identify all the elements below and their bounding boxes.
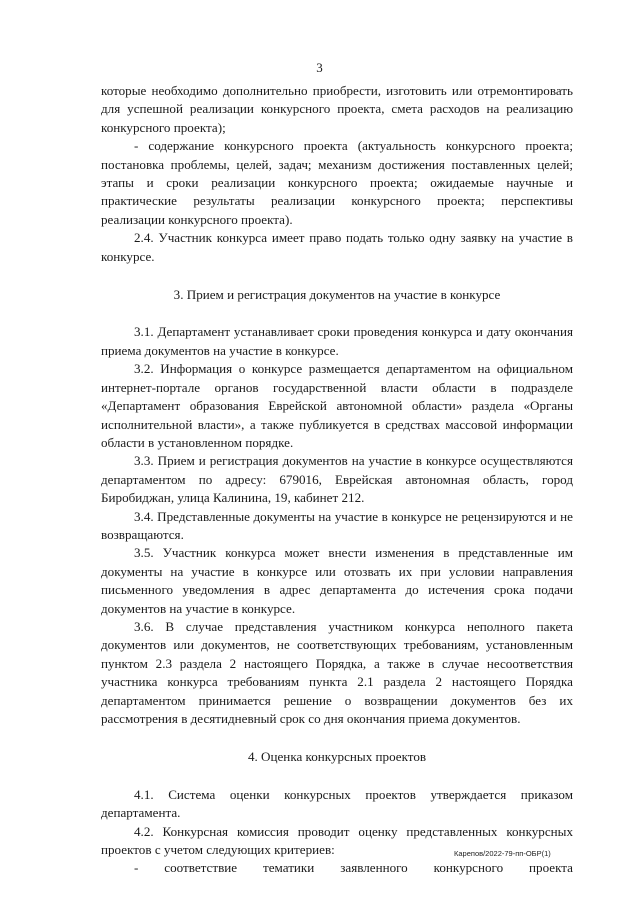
document-footer-code: Карепов/2022-79-пп-ОБР(1)	[454, 849, 551, 858]
paragraph-2-4: 2.4. Участник конкурса имеет право подать только одну заявку на участие в конкурсе.	[101, 230, 573, 264]
paragraph-project-content: - содержание конкурсного проекта (актуальность конкурсного проекта; постановка проблемы, целей, задач; механизм достижения поставленных целей; этапы и сроки реализации конкурсного проекта; ожидаемые научные и практические результаты реализации конкурсного проекта; перспективы реализации конкурсного проекта).	[101, 138, 573, 227]
paragraph-3-4: 3.4. Представленные документы на участие в конкурсе не рецензируются и не возвращаются.	[101, 508, 573, 542]
page-body	[101, 82, 573, 878]
paragraph-criterion-1: - соответствие тематики заявленного конкурсного проекта	[134, 860, 573, 876]
page-number: 3	[316, 60, 323, 75]
section-4-heading: 4. Оценка конкурсных проектов	[247, 749, 427, 765]
paragraph-3-2: 3.2. Информация о конкурсе размещается департаментом на официальном интернет-портале органов государственной власти области в подразделе «Департамент образования Еврейской автономной области» раздела «Органы исполнительной власти», а также публикуется в средствах массовой информации области в установленном порядке.	[101, 361, 573, 450]
paragraph-4-2: 4.2. Конкурсная комиссия проводит оценку представленных конкурсных проектов с учетом следующих критериев:	[101, 823, 573, 858]
paragraph-continuation: которые необходимо дополнительно приобрести, изготовить или отремонтировать для успешной реализации конкурсного проекта, смета расходов на реализацию конкурсного проекта);	[101, 83, 573, 135]
paragraph-3-3: 3.3. Прием и регистрация документов на участие в конкурсе осуществляются департаментом по адресу: 679016, Еврейская автономная область, город Биробиджан, улица Калинина, 19, кабинет 212.	[101, 453, 573, 506]
paragraph-4-1: 4.1. Система оценки конкурсных проектов утверждается приказом департамента.	[101, 786, 573, 821]
section-3-heading: 3. Прием и регистрация документов на участие в конкурсе	[173, 287, 501, 303]
paragraph-3-6: 3.6. В случае представления участником конкурса неполного пакета документов или документов, не соответствующих требованиям, установленным пунктом 2.3 раздела 2 настоящего Порядка, а также в случае несоответствия участника конкурса требованиям пункта 2.1 раздела 2 настоящего Порядка департаментом принимается решение о возвращении документов без их рассмотрения в десятидневный срок со дня окончания приема документов.	[101, 618, 573, 726]
paragraph-3-1: 3.1. Департамент устанавливает сроки проведения конкурса и дату окончания приема документов на участие в конкурсе.	[101, 324, 573, 358]
paragraph-3-5: 3.5. Участник конкурса может внести изменения в представленные им документы на участие в конкурсе или отозвать их при условии направления письменного уведомления в адрес департамента до истечения срока подачи документов на участие в конкурсе.	[101, 545, 573, 616]
